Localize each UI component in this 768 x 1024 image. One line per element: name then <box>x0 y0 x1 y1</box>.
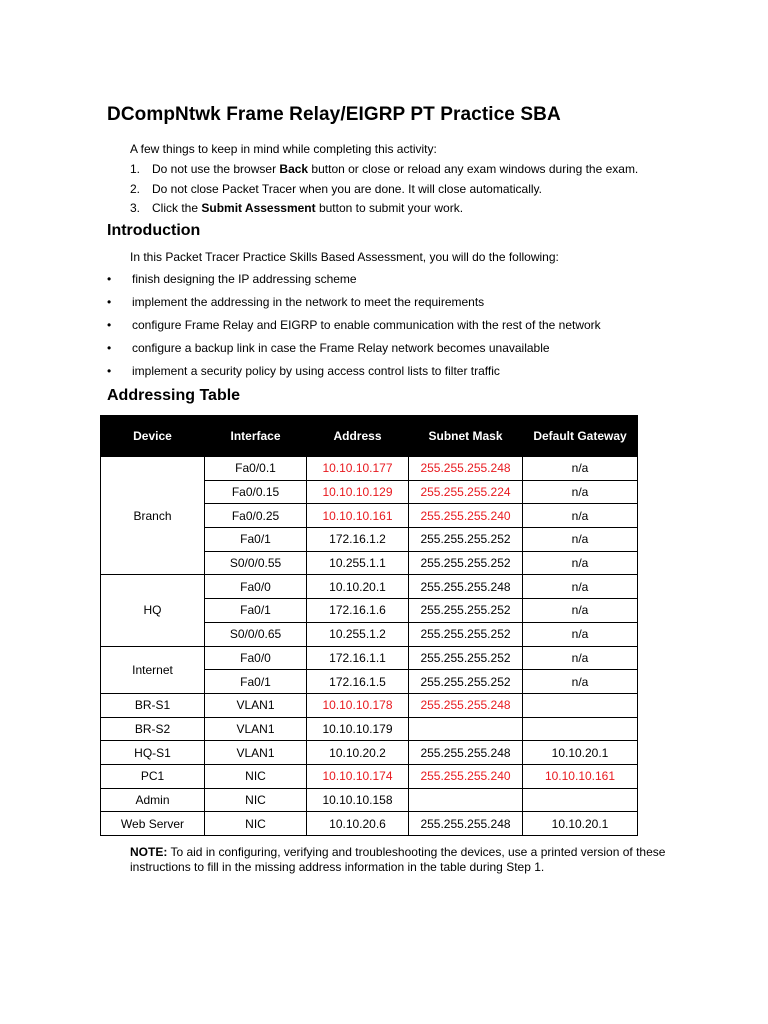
table-row <box>101 575 638 599</box>
bullet-symbol: • <box>107 318 112 332</box>
default-gateway-cell: n/a <box>523 670 638 694</box>
address-cell: 10.10.20.2 <box>307 741 409 765</box>
default-gateway-cell <box>523 717 638 741</box>
interface-cell: Fa0/0 <box>205 646 307 670</box>
address-cell: 10.10.10.177 <box>307 457 409 481</box>
column-header: Address <box>307 416 409 457</box>
address-cell: 172.16.1.6 <box>307 599 409 623</box>
subnet-mask-cell: 255.255.255.248 <box>409 741 523 765</box>
interface-cell: S0/0/0.55 <box>205 551 307 575</box>
introduction-text: In this Packet Tracer Practice Skills Based Assessment, you will do the following: <box>130 250 559 264</box>
column-header: Interface <box>205 416 307 457</box>
subnet-mask-cell: 255.255.255.240 <box>409 504 523 528</box>
default-gateway-cell: 10.10.10.161 <box>523 764 638 788</box>
notes-item-number: 2. <box>130 181 141 196</box>
subnet-mask-cell: 255.255.255.248 <box>409 693 523 717</box>
interface-cell: NIC <box>205 764 307 788</box>
addressing-table-body <box>101 457 638 836</box>
bullet-item: • finish designing the IP addressing scheme <box>107 272 357 286</box>
default-gateway-cell: n/a <box>523 528 638 552</box>
interface-cell: Fa0/0.15 <box>205 480 307 504</box>
bullet-item: • implement a security policy by using access control lists to filter traffic <box>107 364 500 378</box>
note-text: To aid in configuring, verifying and troubleshooting the devices, use a printed version of these instructions to fill in the missing address information in the table during Step 1. <box>130 845 666 874</box>
interface-cell: NIC <box>205 788 307 812</box>
default-gateway-cell: 10.10.20.1 <box>523 812 638 836</box>
interface-cell: Fa0/0 <box>205 575 307 599</box>
notes-item-number: 1. <box>130 162 141 176</box>
bullet-symbol: • <box>107 295 112 309</box>
address-cell: 10.10.10.158 <box>307 788 409 812</box>
interface-cell: Fa0/1 <box>205 670 307 694</box>
interface-cell: VLAN1 <box>205 693 307 717</box>
default-gateway-cell <box>523 788 638 812</box>
table-row <box>101 812 638 836</box>
interface-cell: Fa0/0.1 <box>205 457 307 481</box>
subnet-mask-cell: 255.255.255.240 <box>409 764 523 788</box>
bullet-item: • configure Frame Relay and EIGRP to enable communication with the rest of the network <box>107 318 601 332</box>
preface-text: A few things to keep in mind while completing this activity: <box>130 142 437 156</box>
table-row <box>101 741 638 765</box>
column-header: Default Gateway <box>523 416 638 457</box>
address-cell: 10.255.1.2 <box>307 622 409 646</box>
subnet-mask-cell: 255.255.255.252 <box>409 599 523 623</box>
table-row <box>101 717 638 741</box>
device-cell: BR-S2 <box>101 717 205 741</box>
subnet-mask-cell: 255.255.255.248 <box>409 575 523 599</box>
interface-cell: VLAN1 <box>205 717 307 741</box>
default-gateway-cell <box>523 693 638 717</box>
notes-item: 1. Do not use the browser Back button or close or reload any exam windows during the exam. <box>130 162 639 176</box>
address-cell: 10.10.10.129 <box>307 480 409 504</box>
table-header-row <box>101 416 638 457</box>
address-cell: 10.10.20.1 <box>307 575 409 599</box>
default-gateway-cell: n/a <box>523 575 638 599</box>
subnet-mask-cell: 255.255.255.252 <box>409 646 523 670</box>
subnet-mask-cell <box>409 717 523 741</box>
notes-item: 3. Click the Submit Assessment button to submit your work. <box>130 201 464 215</box>
device-cell: Admin <box>101 788 205 812</box>
introduction-bullets <box>107 272 601 387</box>
notes-list <box>130 162 638 221</box>
device-cell: HQ <box>101 575 205 646</box>
note-label: NOTE: <box>130 845 168 859</box>
default-gateway-cell: n/a <box>523 551 638 575</box>
subnet-mask-cell: 255.255.255.248 <box>409 457 523 481</box>
address-cell: 172.16.1.5 <box>307 670 409 694</box>
subnet-mask-cell <box>409 788 523 812</box>
address-cell: 172.16.1.1 <box>307 646 409 670</box>
default-gateway-cell: n/a <box>523 480 638 504</box>
device-cell: Internet <box>101 646 205 693</box>
default-gateway-cell: n/a <box>523 599 638 623</box>
subnet-mask-cell: 255.255.255.224 <box>409 480 523 504</box>
default-gateway-cell: n/a <box>523 646 638 670</box>
bullet-symbol: • <box>107 364 112 378</box>
page-title: DCompNtwk Frame Relay/EIGRP PT Practice SBA <box>107 104 561 125</box>
column-header: Subnet Mask <box>409 416 523 457</box>
bullet-symbol: • <box>107 272 112 286</box>
bullet-item: • configure a backup link in case the Frame Relay network becomes unavailable <box>107 341 550 355</box>
device-cell: Web Server <box>101 812 205 836</box>
device-cell: PC1 <box>101 764 205 788</box>
interface-cell: S0/0/0.65 <box>205 622 307 646</box>
address-cell: 10.255.1.1 <box>307 551 409 575</box>
address-cell: 10.10.10.161 <box>307 504 409 528</box>
interface-cell: Fa0/1 <box>205 599 307 623</box>
subnet-mask-cell: 255.255.255.252 <box>409 622 523 646</box>
address-cell: 10.10.10.179 <box>307 717 409 741</box>
addressing-table <box>100 415 638 836</box>
address-cell: 10.10.10.178 <box>307 693 409 717</box>
notes-item: 2. Do not close Packet Tracer when you are done. It will close automatically. <box>130 181 542 196</box>
table-row <box>101 764 638 788</box>
device-cell: BR-S1 <box>101 693 205 717</box>
subnet-mask-cell: 255.255.255.252 <box>409 551 523 575</box>
interface-cell: NIC <box>205 812 307 836</box>
addressing-table-heading: Addressing Table <box>107 387 241 404</box>
default-gateway-cell: 10.10.20.1 <box>523 741 638 765</box>
interface-cell: Fa0/0.25 <box>205 504 307 528</box>
table-row <box>101 646 638 670</box>
interface-cell: Fa0/1 <box>205 528 307 552</box>
address-cell: 10.10.10.174 <box>307 764 409 788</box>
device-cell: HQ-S1 <box>101 741 205 765</box>
address-cell: 172.16.1.2 <box>307 528 409 552</box>
column-header: Device <box>101 416 205 457</box>
table-row <box>101 788 638 812</box>
bullet-symbol: • <box>107 341 112 355</box>
subnet-mask-cell: 255.255.255.252 <box>409 528 523 552</box>
table-row <box>101 693 638 717</box>
note-paragraph <box>130 845 670 875</box>
subnet-mask-cell: 255.255.255.252 <box>409 670 523 694</box>
default-gateway-cell: n/a <box>523 457 638 481</box>
notes-item-number: 3. <box>130 201 141 215</box>
device-cell: Branch <box>101 457 205 575</box>
interface-cell: VLAN1 <box>205 741 307 765</box>
bullet-item: • implement the addressing in the network to meet the requirements <box>107 295 485 309</box>
introduction-heading: Introduction <box>107 222 201 239</box>
default-gateway-cell: n/a <box>523 504 638 528</box>
subnet-mask-cell: 255.255.255.248 <box>409 812 523 836</box>
address-cell: 10.10.20.6 <box>307 812 409 836</box>
table-row <box>101 457 638 481</box>
default-gateway-cell: n/a <box>523 622 638 646</box>
